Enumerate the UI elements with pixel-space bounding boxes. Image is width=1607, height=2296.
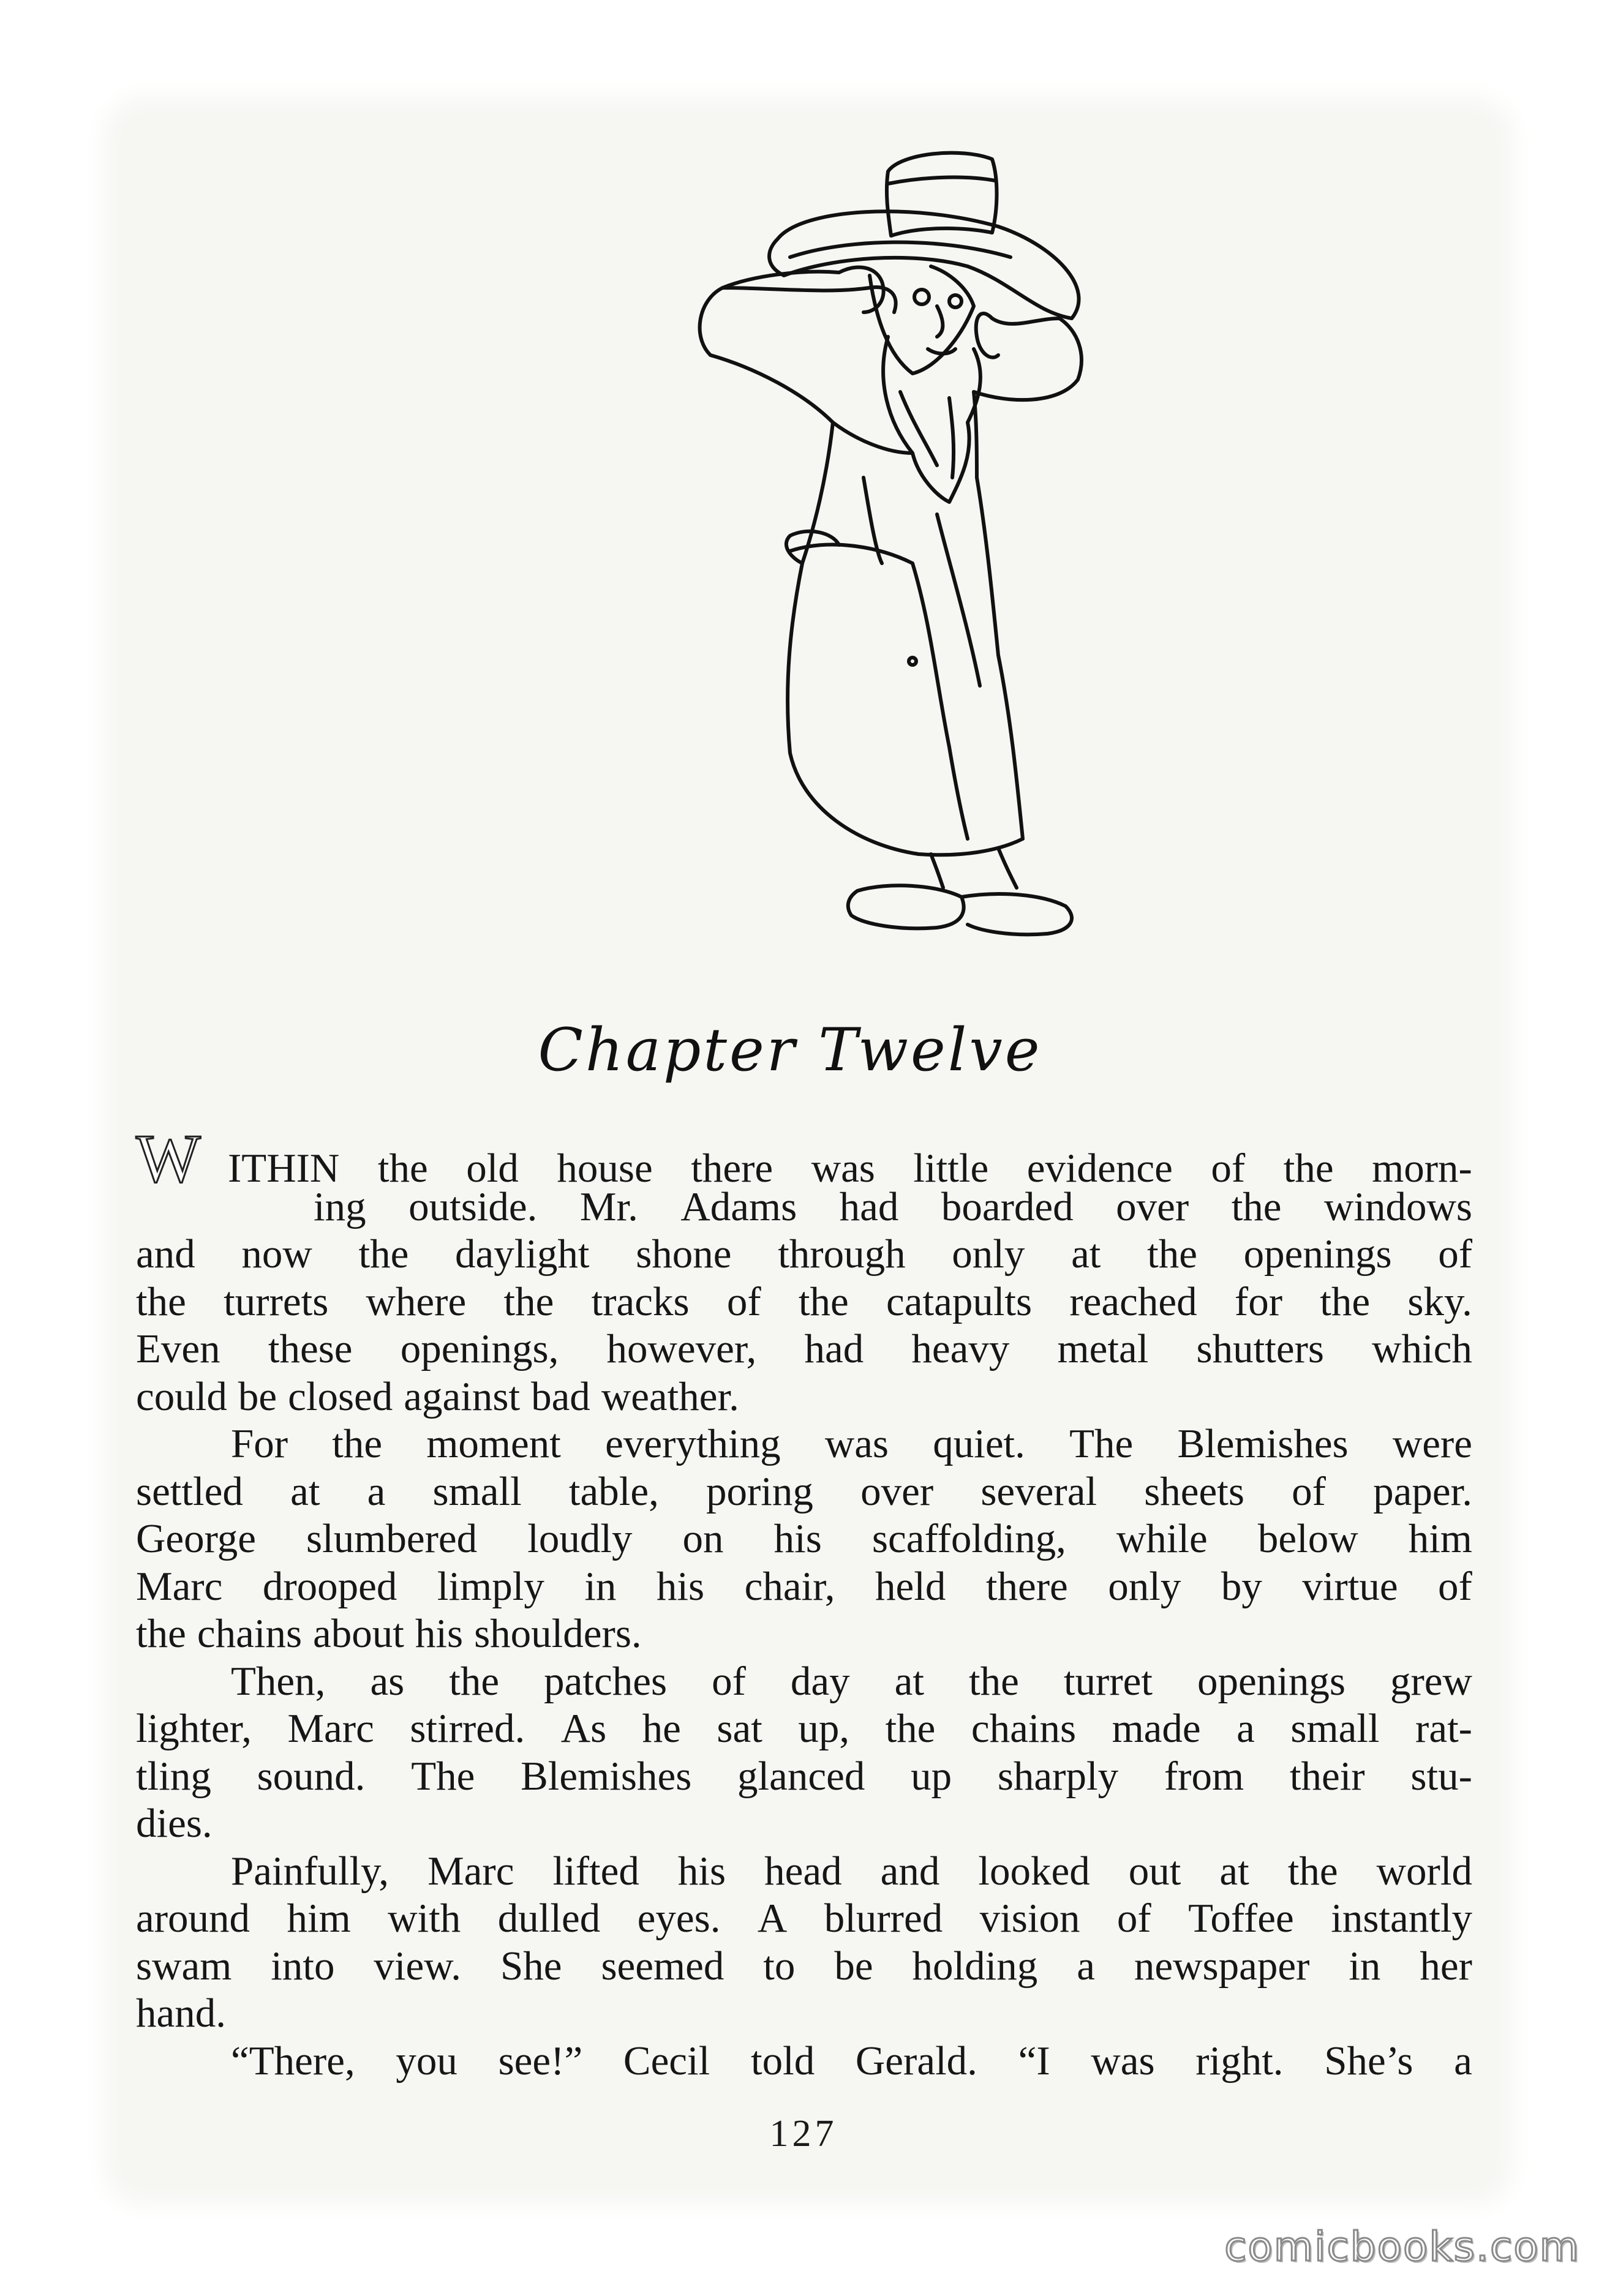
chapter-heading: Chapter Twelve bbox=[538, 1016, 1042, 1084]
text-line: could be closed against bad weather. bbox=[136, 1373, 739, 1419]
text-line: and now the daylight shone through only at the openings of bbox=[136, 1231, 1472, 1277]
page-number: 127 bbox=[769, 2113, 838, 2155]
watermark-logo: comicbooks.com bbox=[1224, 2223, 1580, 2270]
text-line: Even these openings, however, had heavy metal shutters which bbox=[136, 1326, 1472, 1371]
text-line: ing outside. Mr. Adams had boarded over the windows bbox=[314, 1184, 1472, 1229]
text-line: settled at a small table, poring over several sheets of paper. bbox=[136, 1468, 1472, 1514]
first-line bbox=[136, 1121, 1472, 1197]
drop-cap: W bbox=[136, 1121, 201, 1197]
text-line: the chains about his shoulders. bbox=[136, 1611, 642, 1656]
text-line: around him with dulled eyes. A blurred vision of Toffee instantly bbox=[136, 1896, 1472, 1941]
text-lines bbox=[136, 1184, 1472, 2085]
text-line: Then, as the patches of day at the turret openings grew bbox=[231, 1658, 1472, 1704]
text-line: hand. bbox=[136, 1990, 226, 2036]
text-line: dies. bbox=[136, 1801, 213, 1846]
text-line: Painfully, Marc lifted his head and looked out at the world bbox=[231, 1848, 1472, 1894]
text-line: swam into view. She seemed to be holding a newspaper in her bbox=[136, 1943, 1472, 1989]
bearded-man-covering-ears-illustration bbox=[570, 135, 1084, 980]
text-line: For the moment everything was quiet. The Blemishes were bbox=[231, 1421, 1472, 1466]
text-line: Marc drooped limply in his chair, held there only by virtue of bbox=[136, 1563, 1472, 1609]
text-line: the turrets where the tracks of the catapults reached for the sky. bbox=[136, 1278, 1472, 1324]
text-line: lighter, Marc stirred. As he sat up, the chains made a small rat- bbox=[136, 1706, 1472, 1751]
text-line: George slumbered loudly on his scaffolding, while below him bbox=[136, 1516, 1472, 1561]
text-line: “There, you see!” Cecil told Gerald. “I was right. She’s a bbox=[231, 2038, 1472, 2084]
first-line-text: ITHIN the old house there was little evidence of the morn- bbox=[228, 1146, 1472, 1191]
chapter-body-text bbox=[136, 1121, 1472, 2085]
text-line: tling sound. The Blemishes glanced up sharply from their stu- bbox=[136, 1753, 1472, 1799]
